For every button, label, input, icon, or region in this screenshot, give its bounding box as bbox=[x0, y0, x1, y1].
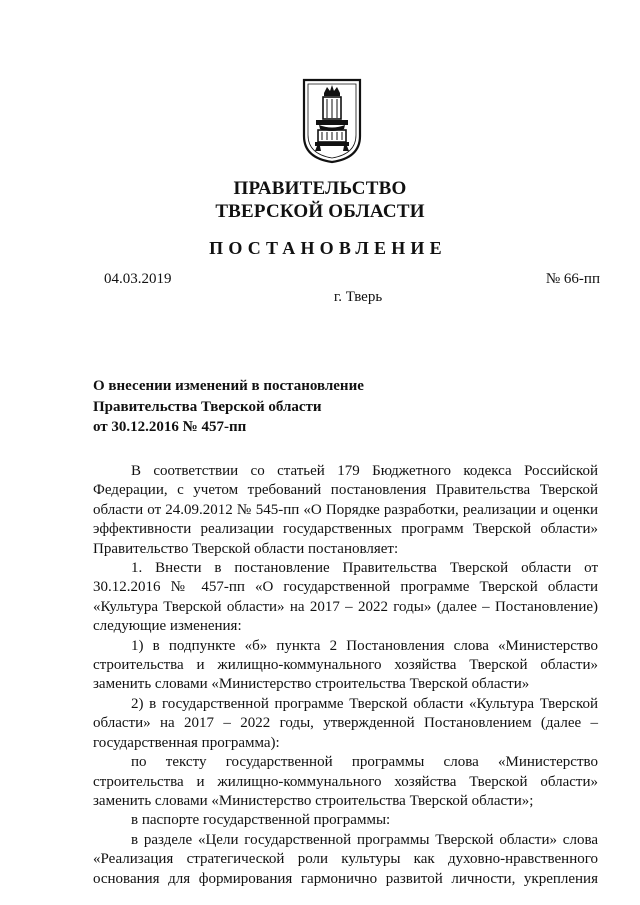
document-type: ПОСТАНОВЛЕНИЕ bbox=[209, 238, 447, 258]
body-paragraph-subitem-1: 1) в подпункте «б» пункта 2 Постановления слова «Министерство строительства и жилищно-коммунального хозяйства Тверской области» заменить словами «Министерство строительства Тверской области» bbox=[93, 637, 598, 693]
issuing-authority bbox=[0, 177, 640, 223]
body-paragraph-subitem-2: 2) в государственной программе Тверской области «Культура Тверской области» на 2017 – 2022 годы, утвержденной Постановлением (далее – государственная программа): bbox=[93, 695, 598, 751]
document-number: № 66-пп bbox=[545, 271, 600, 287]
tver-coat-of-arms-icon bbox=[302, 78, 362, 164]
document-date: 04.03.2019 bbox=[104, 271, 172, 287]
body-paragraph-preamble: В соответствии со статьей 179 Бюджетного кодекса Российской Федерации, с учетом требований постановления Правительства Тверской области от 24.09.2012 № 545-пп «О Порядке разработки, реализации и оценки эффективности реализации государственных программ Тверской области» Правительство Тверской области постановляет: bbox=[93, 463, 598, 557]
body-paragraph-item-1: 1. Внести в постановление Правительства Тверской области от 30.12.2016 № 457-пп «О государственной программе Тверской области «Культура Тверской области» на 2017 – 2022 годы» (далее – Постановление) следующие изменения: bbox=[93, 560, 598, 635]
subject-line3: от 30.12.2016 № 457-пп bbox=[93, 419, 247, 435]
org-title-line2: ТВЕРСКОЙ ОБЛАСТИ bbox=[215, 201, 425, 222]
document-body bbox=[93, 462, 598, 889]
body-paragraph-text-replacement: по тексту государственной программы слова «Министерство строительства и жилищно-коммунального хозяйства Тверской области» заменить словами «Министерство строительства Тверской области»; bbox=[93, 754, 598, 809]
subject-line1: О внесении изменений в постановление bbox=[93, 378, 364, 394]
org-title-line1: ПРАВИТЕЛЬСТВО bbox=[233, 178, 407, 199]
document-subject bbox=[93, 376, 413, 438]
body-paragraph-goals-section: в разделе «Цели государственной программы Тверской области» слова «Реализация стратегической роли культуры как духовно-нравственного основания для формирования гармонично развитой личности, укрепления bbox=[93, 831, 598, 887]
document-city: г. Тверь bbox=[333, 289, 383, 305]
coat-of-arms-emblem bbox=[302, 78, 362, 164]
subject-line2: Правительства Тверской области bbox=[93, 398, 322, 415]
body-paragraph-passport: в паспорте государственной программы: bbox=[131, 812, 391, 829]
